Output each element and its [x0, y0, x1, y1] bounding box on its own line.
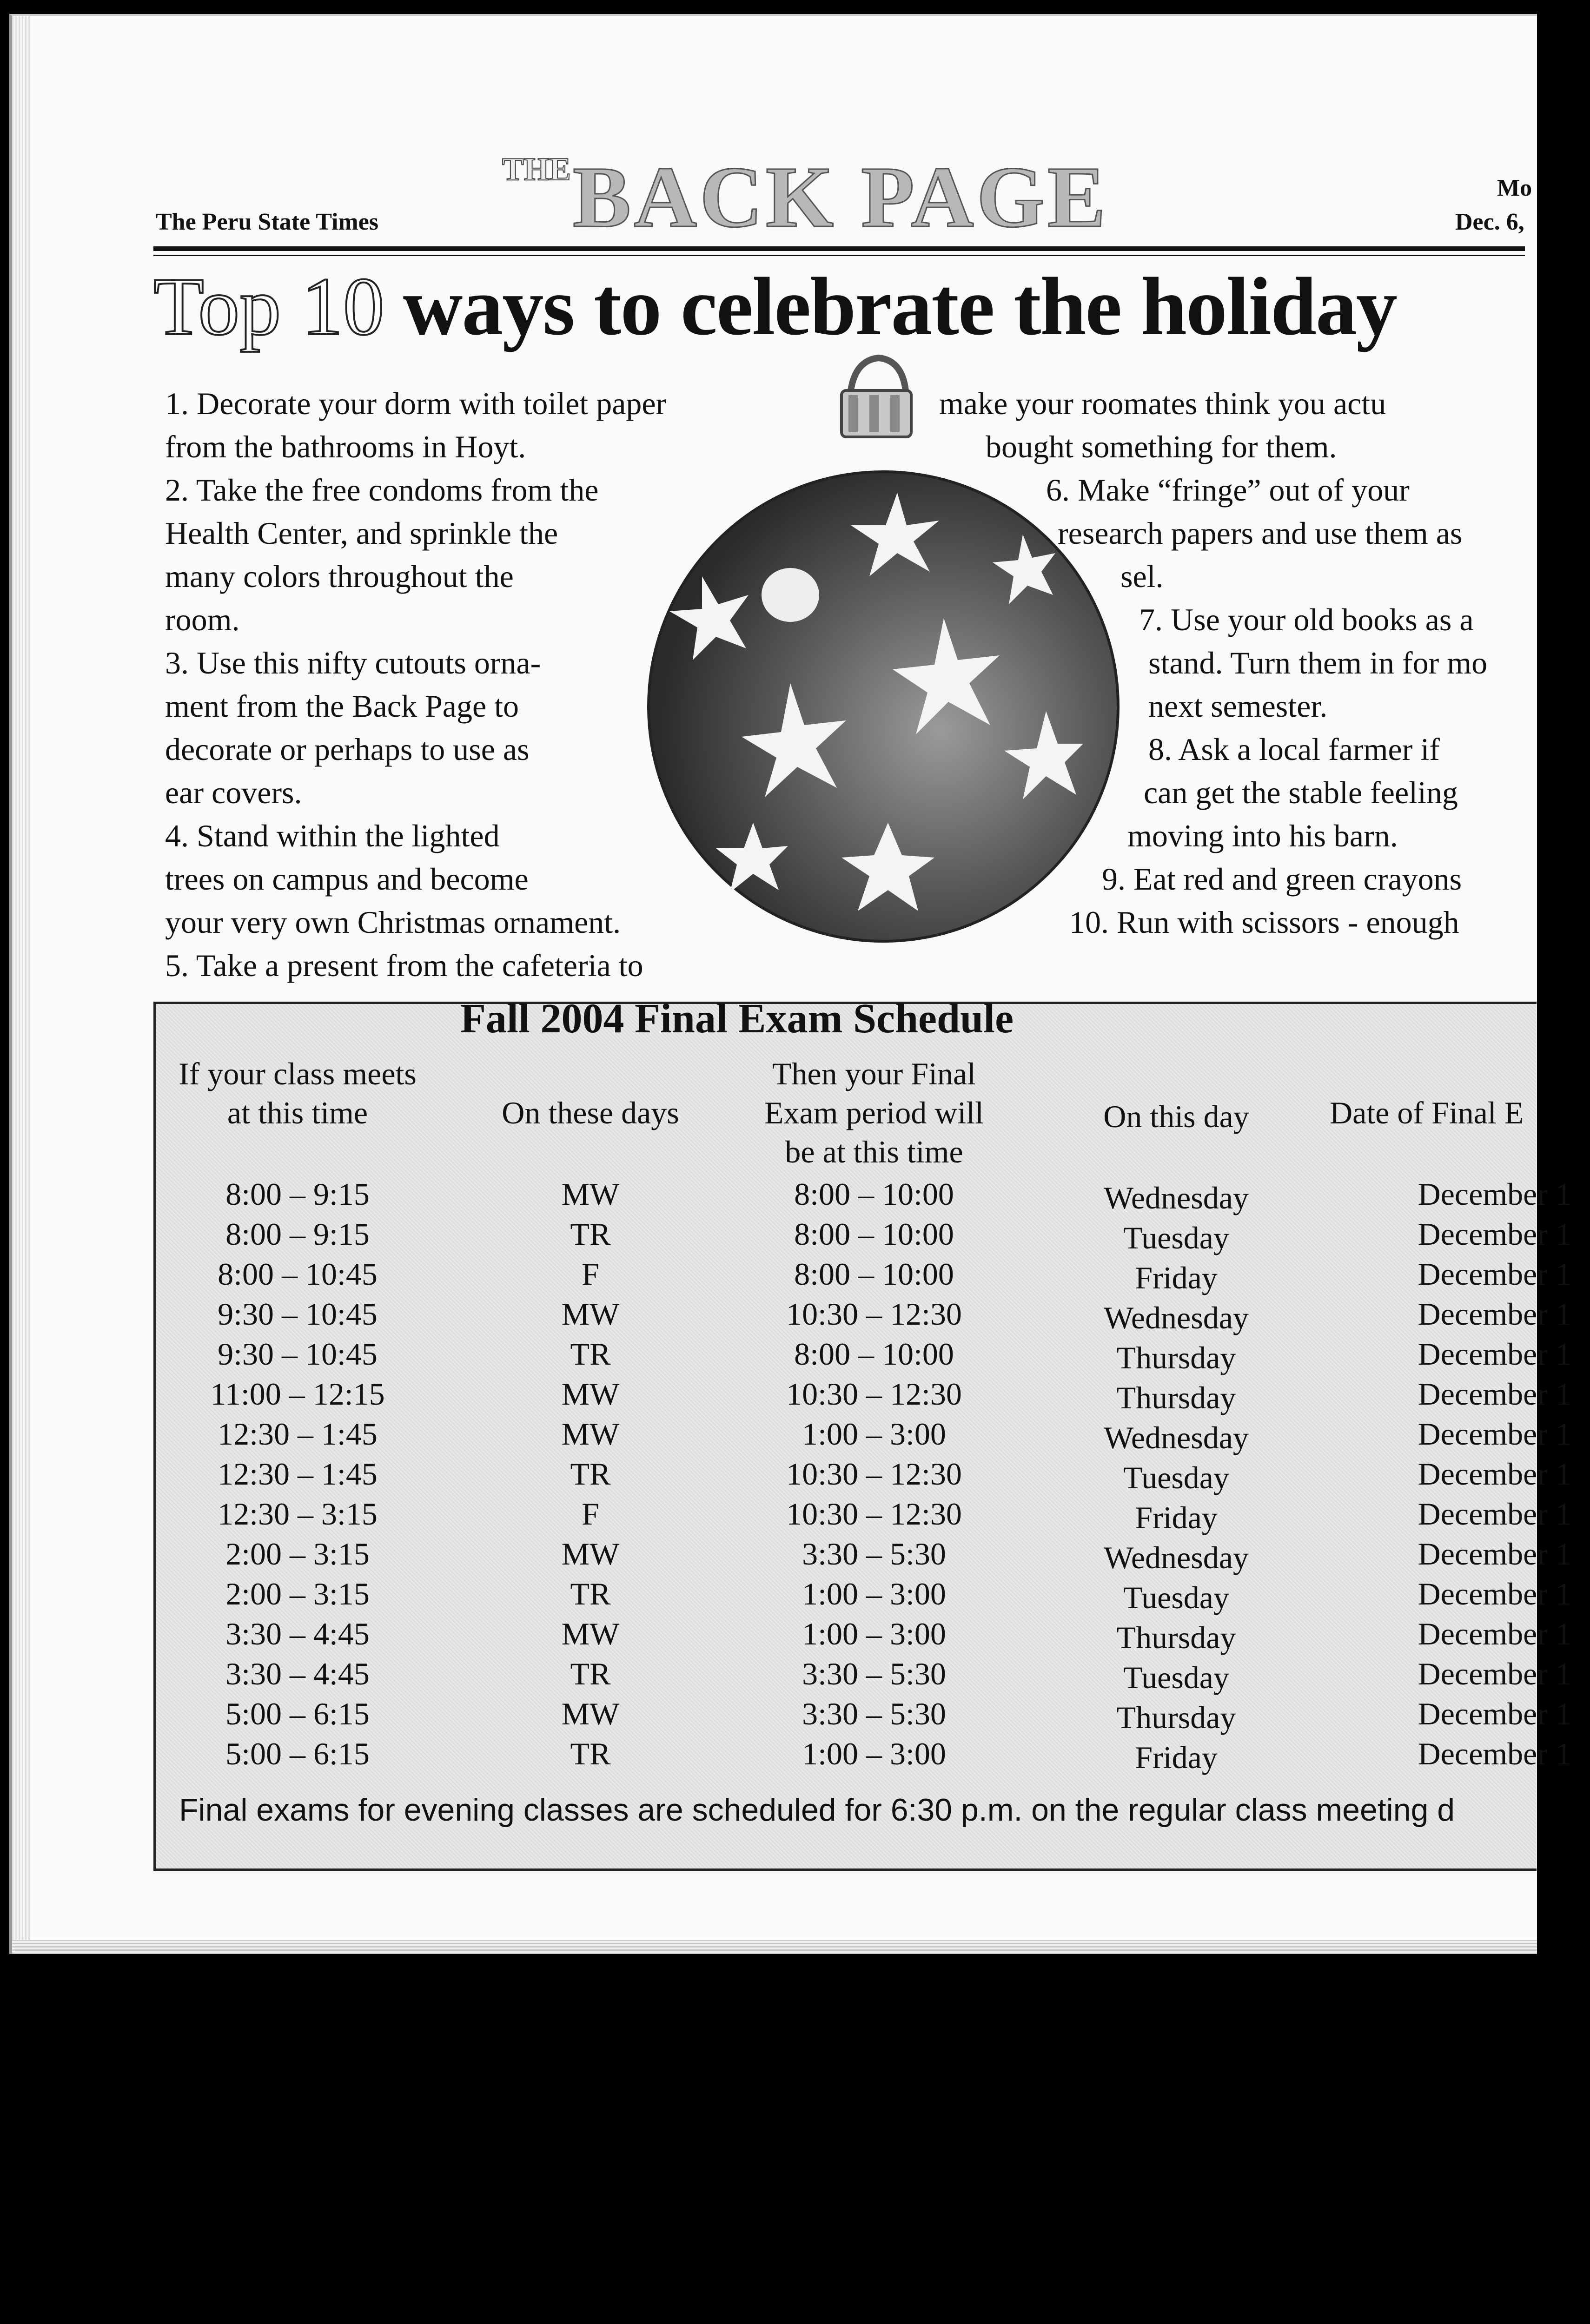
col-header-exam-day: On this day	[1103, 1099, 1249, 1134]
exam-date-cell: December 1	[1418, 1576, 1571, 1611]
exam-period-cell: 1:00 – 3:00	[802, 1576, 946, 1611]
tip-line: moving into his barn.	[1127, 818, 1398, 853]
class-time-cell: 3:30 – 4:45	[225, 1656, 370, 1691]
exam-period-cell: 1:00 – 3:00	[802, 1616, 946, 1651]
tip-line: from the bathrooms in Hoyt.	[165, 429, 526, 464]
exam-day-cell: Wednesday	[1104, 1420, 1249, 1455]
tip-line: 1. Decorate your dorm with toilet paper	[165, 386, 667, 421]
tip-line: 9. Eat red and green crayons	[1102, 861, 1462, 897]
tip-line: next semester.	[1148, 688, 1328, 724]
exam-period-cell: 1:00 – 3:00	[802, 1416, 946, 1452]
exam-period-cell: 10:30 – 12:30	[786, 1496, 962, 1532]
tip-line: bought something for them.	[986, 429, 1337, 464]
days-cell: TR	[570, 1736, 611, 1771]
tip-line: 4. Stand within the lighted	[165, 818, 500, 853]
days-cell: F	[582, 1496, 599, 1532]
tip-line: trees on campus and become	[165, 861, 529, 897]
exam-period-cell: 8:00 – 10:00	[794, 1216, 954, 1252]
class-time-cell: 9:30 – 10:45	[218, 1296, 378, 1332]
exam-day-cell: Tuesday	[1123, 1220, 1229, 1255]
class-time-cell: 5:00 – 6:15	[225, 1696, 370, 1731]
class-time-cell: 11:00 – 12:15	[210, 1376, 385, 1412]
days-cell: MW	[561, 1416, 620, 1452]
days-cell: MW	[561, 1176, 620, 1212]
page-stack-edge	[12, 16, 31, 1954]
christmas-ornament-icon	[637, 358, 1130, 957]
exam-date-cell: December 1	[1418, 1176, 1571, 1212]
headline-text: ways to celebrate the holiday	[403, 260, 1397, 352]
col-header-exam-period: Then your Final Exam period will be at this time	[764, 1056, 984, 1169]
tip-line: 2. Take the free condoms from the	[165, 472, 599, 508]
exam-period-cell: 10:30 – 12:30	[786, 1296, 962, 1332]
tip-line: ear covers.	[165, 775, 302, 810]
days-cell: MW	[561, 1696, 620, 1731]
tip-line: research papers and use them as	[1058, 515, 1463, 551]
class-time-cell: 12:30 – 1:45	[218, 1456, 378, 1492]
tip-line: many colors throughout the	[165, 559, 514, 594]
tip-line: Health Center, and sprinkle the	[165, 515, 558, 551]
exam-day-cell: Friday	[1135, 1500, 1218, 1535]
exam-period-cell: 1:00 – 3:00	[802, 1736, 946, 1771]
exam-date-cell: December 1	[1418, 1416, 1571, 1452]
exam-day-cell: Wednesday	[1104, 1180, 1249, 1215]
days-cell: MW	[561, 1616, 620, 1651]
class-time-cell: 12:30 – 1:45	[218, 1416, 378, 1452]
exam-day-cell: Tuesday	[1123, 1660, 1229, 1695]
exam-date-cell: December 1	[1418, 1296, 1571, 1332]
exam-day-cell: Friday	[1135, 1740, 1218, 1775]
exam-date-cell: December 1	[1418, 1696, 1571, 1731]
exam-date-cell: December 1	[1418, 1496, 1571, 1532]
exam-day-cell: Thursday	[1116, 1620, 1236, 1655]
exam-date-cell: December 1	[1418, 1336, 1571, 1372]
class-time-cell: 5:00 – 6:15	[225, 1736, 370, 1771]
days-cell: TR	[570, 1456, 611, 1492]
exam-day-cell: Friday	[1135, 1260, 1218, 1295]
masthead-the: THE	[502, 152, 571, 187]
issue-day: Mo	[1497, 175, 1532, 201]
masthead-title: BACK PAGE	[572, 148, 1109, 245]
exam-date-cell: December 1	[1418, 1616, 1571, 1651]
exam-period-cell: 3:30 – 5:30	[802, 1536, 946, 1571]
days-cell: F	[582, 1256, 599, 1292]
exam-day-cell: Thursday	[1116, 1380, 1236, 1415]
class-time-cell: 2:00 – 3:15	[225, 1536, 370, 1571]
headline	[153, 260, 1397, 352]
tip-line: room.	[165, 602, 240, 637]
exam-date-cell: December 1	[1418, 1456, 1571, 1492]
exam-date-cell: December 1	[1418, 1656, 1571, 1691]
exam-day-cell: Tuesday	[1123, 1580, 1229, 1615]
tip-line: sel.	[1120, 559, 1164, 594]
col-header-exam-date: Date of Final E	[1330, 1095, 1524, 1130]
page-stack-bottom-edge	[12, 1940, 1537, 1954]
tip-line: decorate or perhaps to use as	[165, 732, 530, 767]
exam-date-cell: December 1	[1418, 1536, 1571, 1571]
class-time-cell: 12:30 – 3:15	[218, 1496, 378, 1532]
class-time-cell: 8:00 – 10:45	[218, 1256, 378, 1292]
col-header-class-time: If your class meets at this time	[179, 1056, 417, 1130]
class-time-cell: 8:00 – 9:15	[225, 1216, 370, 1252]
days-cell: TR	[570, 1336, 611, 1372]
tip-line: 10. Run with scissors - enough	[1069, 905, 1459, 940]
exam-day-cell: Wednesday	[1104, 1540, 1249, 1575]
days-cell: MW	[561, 1296, 620, 1332]
exam-day-cell: Tuesday	[1123, 1460, 1229, 1495]
exam-day-cell: Thursday	[1116, 1700, 1236, 1735]
exam-period-cell: 8:00 – 10:00	[794, 1256, 954, 1292]
tip-line: 8. Ask a local farmer if	[1148, 732, 1440, 767]
exam-period-cell: 3:30 – 5:30	[802, 1696, 946, 1731]
issue-date: Dec. 6,	[1455, 209, 1524, 235]
class-time-cell: 9:30 – 10:45	[218, 1336, 378, 1372]
exam-footnote: Final exams for evening classes are scheduled for 6:30 p.m. on the regular class meeting d	[179, 1792, 1455, 1828]
days-cell: TR	[570, 1576, 611, 1611]
exam-date-cell: December 1	[1418, 1256, 1571, 1292]
exam-period-cell: 10:30 – 12:30	[786, 1456, 962, 1492]
days-cell: MW	[561, 1376, 620, 1412]
exam-period-cell: 8:00 – 10:00	[794, 1336, 954, 1372]
exam-schedule-title: Fall 2004 Final Exam Schedule	[460, 996, 1014, 1042]
exam-period-cell: 10:30 – 12:30	[786, 1376, 962, 1412]
exam-date-cell: December 1	[1418, 1376, 1571, 1412]
days-cell: MW	[561, 1536, 620, 1571]
exam-period-cell: 8:00 – 10:00	[794, 1176, 954, 1212]
tip-line: make your roomates think you actu	[939, 386, 1386, 421]
class-time-cell: 3:30 – 4:45	[225, 1616, 370, 1651]
exam-day-cell: Wednesday	[1104, 1300, 1249, 1335]
paper-name: The Peru State Times	[156, 209, 379, 235]
days-cell: TR	[570, 1656, 611, 1691]
masthead-rule-thin	[153, 255, 1525, 256]
tip-line: 7. Use your old books as a	[1139, 602, 1474, 637]
tip-line: stand. Turn them in for mo	[1148, 645, 1488, 680]
class-time-cell: 8:00 – 9:15	[225, 1176, 370, 1212]
exam-date-cell: December 1	[1418, 1216, 1571, 1252]
exam-day-cell: Thursday	[1116, 1340, 1236, 1375]
days-cell: TR	[570, 1216, 611, 1252]
col-header-days: On these days	[502, 1095, 679, 1130]
tip-line: ment from the Back Page to	[165, 688, 519, 724]
tip-line: your very own Christmas ornament.	[165, 905, 621, 940]
tip-line: 5. Take a present from the cafeteria to	[165, 948, 643, 983]
masthead	[502, 148, 1109, 245]
tip-line: 6. Make “fringe” out of your	[1046, 472, 1410, 508]
tip-line: 3. Use this nifty cutouts orna-	[165, 645, 541, 680]
masthead-rule	[153, 246, 1525, 251]
exam-period-cell: 3:30 – 5:30	[802, 1656, 946, 1691]
tip-line: can get the stable feeling	[1144, 775, 1458, 810]
class-time-cell: 2:00 – 3:15	[225, 1576, 370, 1611]
exam-date-cell: December 1	[1418, 1736, 1571, 1771]
headline-top10: Top 10	[153, 260, 384, 352]
